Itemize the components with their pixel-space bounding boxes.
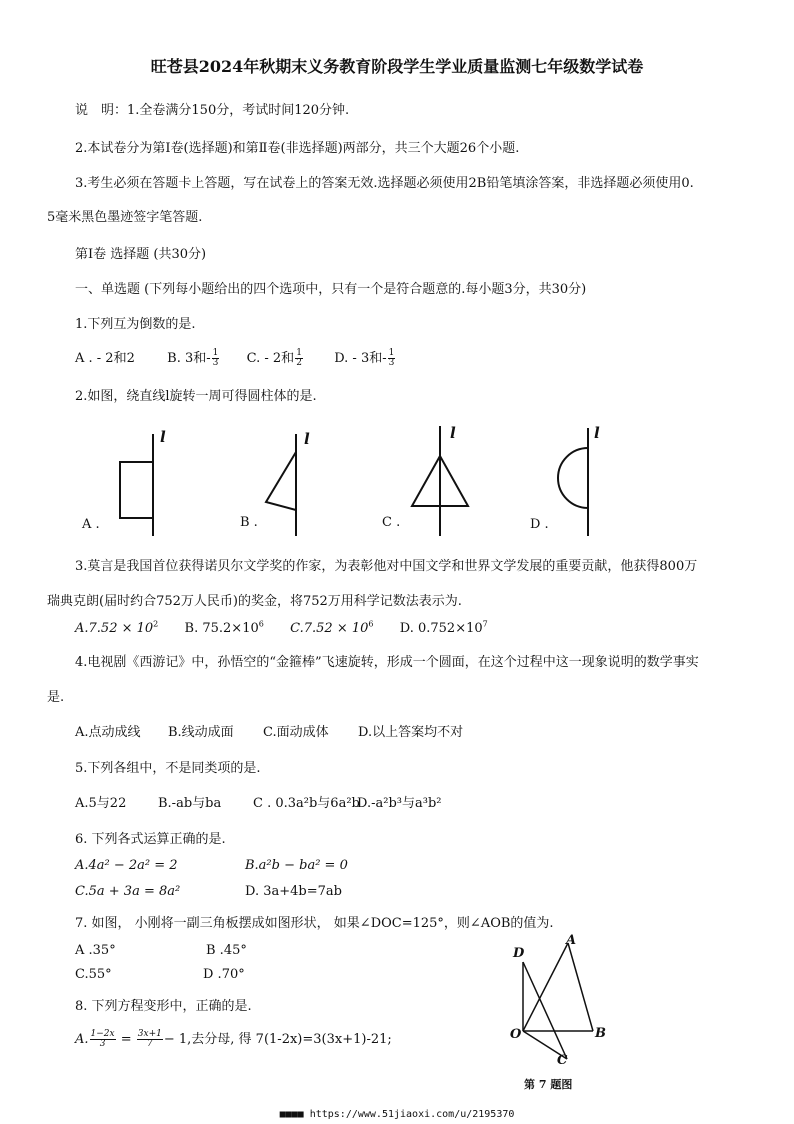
q8-stem: 8. 下列方程变形中，正确的是.	[75, 999, 252, 1014]
q1-option-a: A . - 2和2	[75, 351, 135, 366]
q8-option-a: A. $\frac{1-2x}{3}$ = $\frac{3x+1}{7}$ − 1,去分母, 得 7(1-2x)=3(3x+1)-21;	[75, 1029, 392, 1049]
q1-option-d: D. - 3和-	[334, 351, 387, 366]
q2-label-d: D .	[530, 517, 549, 532]
note-3-line-1: 3.考生必须在答题卡上答题，写在试卷上的答案无效.选择题必须使用2B铅笔填涂答案，非选择题必须使用0.	[75, 176, 694, 191]
q2-a-rectangle	[120, 462, 153, 518]
q1-stem: 1.下列互为倒数的是.	[75, 317, 196, 332]
note-3-line-2: 5毫米黑色墨迹签字笔答题.	[47, 210, 203, 225]
q1-frac-c: $\frac{1}{2}$	[296, 348, 302, 368]
q7-label-c: C	[557, 1053, 568, 1068]
q6-option-b: B.a²b − ba² = 0	[245, 858, 348, 873]
q8-option-a-rest: − 1,去分母, 得 7(1-2x)=3(3x+1)-21;	[163, 1032, 392, 1047]
q3-option-c: C.7.52 × 10	[290, 621, 369, 636]
q7-option-c: C.55°	[75, 967, 112, 982]
q2-label-b: B .	[240, 515, 258, 530]
q3-stem-line-2: 瑞典克朗(届时约合752万人民币)的奖金，将752万用科学记数法表示为.	[47, 594, 462, 609]
q3-stem-line-1: 3.莫言是我国首位获得诺贝尔文学奖的作家，为表彰他对中国文学和世界文学发展的重要贡献，他获得800万	[75, 559, 698, 574]
q3-option-a: A.7.52 × 10	[75, 621, 154, 636]
q2-c-axis-label: l	[450, 424, 456, 442]
q5-option-b: B.-ab与ba	[158, 796, 222, 811]
q7-line-ab	[568, 943, 593, 1031]
q5-option-c: C . 0.3a²b与6a²b	[253, 796, 360, 811]
q2-d-axis-label: l	[594, 424, 600, 442]
q4-option-d: D.以上答案均不对	[358, 725, 464, 740]
q5-option-d: D.-a²b³与a³b²	[357, 796, 442, 811]
q2-figure	[70, 420, 630, 540]
q8-option-a-prefix: A.	[75, 1032, 89, 1047]
q7-stem: 7. 如图， 小刚将一副三角板摆成如图形状， 如果∠DOC=125°，则∠AOB的值为.	[75, 916, 554, 931]
q1-option-b: B. 3和-	[167, 351, 211, 366]
q5-option-a: A.5与22	[75, 796, 127, 811]
part-1-heading: 第Ⅰ卷 选择题 (共30分)	[75, 247, 207, 262]
note-1: 说 明：1.全卷满分150分，考试时间120分钟.	[75, 103, 350, 118]
page-title: 旺苍县2024年秋期末义务教育阶段学生学业质量监测七年级数学试卷	[150, 57, 644, 76]
q1-option-c: C. - 2和	[246, 351, 295, 366]
q2-stem: 2.如图，绕直线l旋转一周可得圆柱体的是.	[75, 389, 317, 404]
q7-option-d: D .70°	[203, 967, 245, 982]
q3-option-b: B. 75.2×10	[184, 621, 259, 636]
q7-line-oa	[523, 943, 568, 1031]
q3-option-d: D. 0.752×10	[399, 621, 483, 636]
note-2: 2.本试卷分为第Ⅰ卷(选择题)和第Ⅱ卷(非选择题)两部分，共三个大题26个小题.	[75, 141, 520, 156]
q8-frac-right: $\frac{3x+1}{7}$	[137, 1029, 162, 1049]
q5-stem: 5.下列各组中，不是同类项的是.	[75, 761, 261, 776]
q6-stem: 6. 下列各式运算正确的是.	[75, 832, 226, 847]
q4-option-b: B.线动成面	[168, 725, 234, 740]
q3-options: $A.7.52 \times 10^2$ B. $75.2\times 10^6$ $C.7.52 \times 10^6$ D. $0.752\times 10^7$	[75, 619, 488, 636]
q6-option-c: C.5a + 3a = 8a²	[75, 884, 181, 899]
q7-figure	[505, 930, 625, 1095]
q7-label-b: B	[595, 1026, 606, 1041]
q1-frac-d: $\frac{1}{3}$	[388, 348, 395, 368]
q6-option-d: D. 3a+4b=7ab	[245, 884, 342, 899]
q2-a-axis-label: l	[160, 428, 166, 446]
q2-label-c: C .	[382, 515, 401, 530]
footer-watermark: ■■■■ https://www.51jiaoxi.com/u/2195370	[279, 1109, 515, 1120]
section-1-heading: 一、单选题 (下列每小题给出的四个选项中，只有一个是符合题意的.每小题3分，共30分)	[75, 282, 587, 297]
q4-stem-line-2: 是.	[47, 690, 65, 705]
q1-options	[75, 347, 396, 368]
q7-label-d: D	[513, 946, 525, 961]
q6-option-a: A.4a² − 2a² = 2	[75, 858, 178, 873]
q2-label-a: A .	[82, 517, 100, 532]
q7-label-a: A	[566, 933, 577, 948]
q2-b-triangle	[266, 452, 296, 510]
q1-frac-b: $\frac{1}{3}$	[212, 348, 219, 368]
q4-option-c: C.面动成体	[263, 725, 329, 740]
q2-d-semicircle	[558, 448, 588, 508]
q7-label-o: O	[510, 1027, 522, 1042]
q4-stem-line-1: 4.电视剧《西游记》中，孙悟空的“金箍棒”飞速旋转，形成一个圆面，在这个过程中这一现象说明的数学事实	[75, 655, 699, 670]
q8-frac-left: $\frac{1-2x}{3}$	[90, 1029, 115, 1049]
q7-option-a: A .35°	[75, 943, 116, 958]
q2-b-axis-label: l	[304, 430, 310, 448]
q4-option-a: A.点动成线	[75, 725, 141, 740]
q7-figure-caption: 第 7 题图	[524, 1078, 573, 1091]
q7-option-b: B .45°	[206, 943, 247, 958]
